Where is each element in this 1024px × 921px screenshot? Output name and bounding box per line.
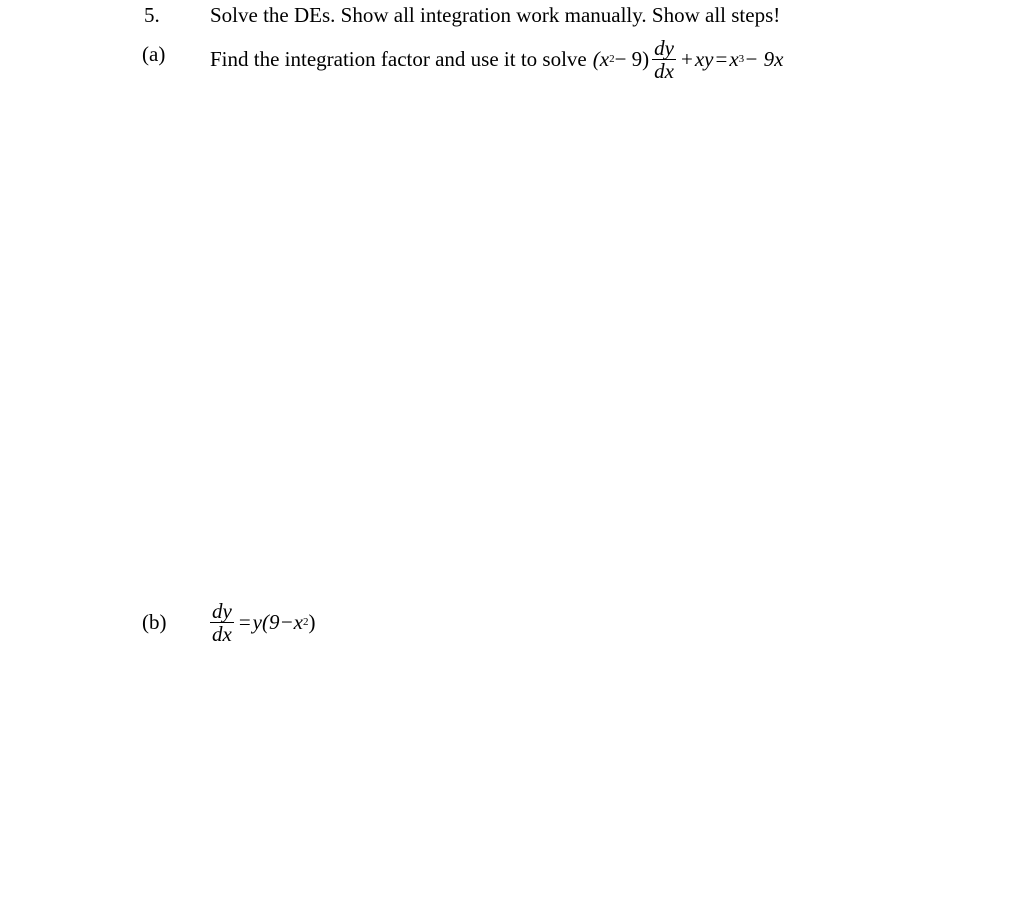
part-a-instruction: Find the integration factor and use it to solve [210,47,587,71]
part-a-frac-numerator: dy [654,35,674,60]
part-a-frac-denominator: dx [654,58,674,83]
part-b-derivative-fraction [210,600,234,645]
question-header [0,3,1024,29]
part-b [0,594,1024,650]
part-a-equation: (x 2 − 9) $\frac{dy}{dx}$ + xy = x 3 − 9x [592,35,784,83]
part-b-frac-numerator: dy [212,598,232,623]
part-a-equals: = [715,47,728,71]
part-a-derivative-fraction [652,37,676,82]
part-b-equals: = [238,610,251,634]
part-b-equation: $\frac{dy}{dx}$ = y(9−x 2 ) [212,598,316,646]
part-b-rhs-close: ) [308,610,316,634]
part-a [0,31,1024,87]
part-b-frac-denominator: dx [212,621,232,646]
question-instruction: Solve the DEs. Show all integration work manually. Show all steps! [210,3,781,27]
part-a-rhs-x: x [729,47,739,71]
part-a-lhs-rest: − 9) [614,47,650,71]
part-a-plus: + [681,47,693,71]
part-a-text [210,31,783,87]
part-a-label: (a) [142,42,166,66]
part-a-xy: xy [694,47,714,71]
question-number: 5. [144,3,160,27]
part-b-label: (b) [142,610,167,634]
part-a-lhs-open: (x [592,47,610,71]
part-b-rhs-open: y(9−x [252,610,303,634]
part-a-rhs-rest: − 9x [744,47,784,71]
